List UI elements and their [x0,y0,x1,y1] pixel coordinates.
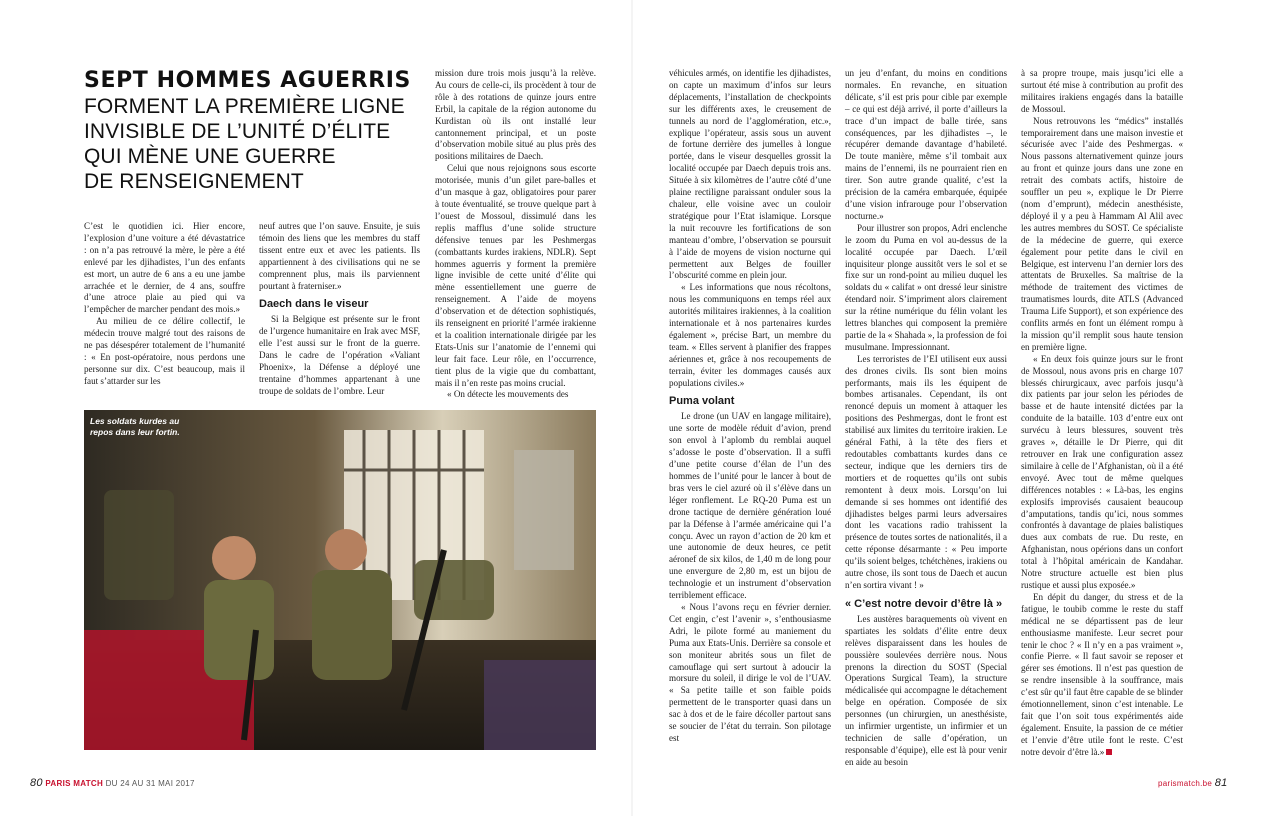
photo-caption: Les soldats kurdes au repos dans leur fortin. [90,416,180,437]
paragraph: « En deux fois quinze jours sur le front de Mossoul, nous avons pris en charge 107 blessés chirurgicaux, avec parfois jusqu’à dix patients par jour selon les périodes de basse et de haute intensité dictées par la conduite de la bataille. 103 d’entre eux ont survécu à leurs blessures, souvent très graves », détaille le Dr Pierre, qui dit retrouver en Irak une configuration assez similaire à celle de l’Afghanistan, où il a été envoyé. Avec tout de même quelques différences notables : « Là-bas, les engins explosifs improvisés causaient beaucoup d’amputations, tandis qu’ici, nous sommes confrontés à davantage de plaies balistiques dues aux combats de rue. Du reste, en Afghanistan, nous opérions dans un confort total à l’hôpital américain de Kandahar. Notre structure actuelle est bien plus rustique et aussi plus exposée.» [1021,353,1183,590]
subheading-puma-volant: Puma volant [669,395,735,408]
page-number-right: 81 [1214,777,1228,789]
text-column-4 [669,68,831,745]
paragraph: à sa propre troupe, mais jusqu’ici elle a surtout été mise à contribution au profit des militaires irakiens engagés dans la bataille de Mossoul. [1021,68,1183,114]
paragraph: Les austères baraquements où vivent en spartiates les soldats d’élite entre deux relèves disparaissent dans les houles de poussière soulevées derrière nous. Nous prenons la direction du SOST (Special Operations Surgical Team), la structure médicalisée qui accompagne le détachement belge en opération. Composée de six personnes (un chirurgien, un anesthésiste, un infirmier urgentiste, un infirmier et un technicien de salle d’opération, un responsable d’équipe), elle est là pour venir en aide au besoin [845,613,1007,767]
text-column-5 [845,68,1007,769]
right-page [632,0,1264,816]
headline-line-4: QUI MÈNE UNE GUERRE [84,145,336,168]
website[interactable]: parismatch.be [1158,779,1213,788]
headline-line-5: DE RENSEIGNEMENT [84,170,304,193]
paragraph: Celui que nous rejoignons sous escorte motorisée, munis d’un gilet pare-balles et d’un masque à gaz, obligatoires pour parer à toute éventualité, se trouve quelque part à l’ouest de Mossoul, dissimulé dans les replis mafflus d’une solide structure défensive tenues par les Peshmergas (combattants kurdes irakiens, NDLR). Sept hommes aguerris y forment la première ligne invisible de cette unité d’élite qui mène essentiellement une guerre de renseignement. A l’aide de moyens d’observation et de détection sophistiqués, ils renseignent en priorité l’armée irakienne et la coalition internationale dirigée par les Etats-Unis sur l’anatomie de l’ennemi qui leur fait face. Leur rôle, en l’occurrence, tient plus de la vigie que du combattant, mais il n’en reste pas moins crucial. [435,163,596,388]
paragraph: « Nous l’avons reçu en février dernier. Cet engin, c’est l’avenir », s’enthousiasme Adri, le pilote formé au maniement du Puma aux Etats-Unis. Derrière sa console et son moniteur abrités sous un filet de camouflage qui sert surtout à adoucir la morsure du soleil, il dirige le vol de l’UAV. « Sa petite taille et son faible poids permettent de le transporter quasi dans un sac à dos et de le faire décoller partout sans se soucier de l’état du terrain. Son pilotage est [669,601,831,743]
end-mark-icon [1106,749,1112,755]
text-column-6 [1021,68,1183,759]
paragraph: Pour illustrer son propos, Adri enclenche le zoom du Puma en vol au-dessus de la localité occupée par Daech. L’œil inquisiteur plonge aussitôt vers le sol et se fixe sur un rond-point au milieu duquel les soldats du « califat » ont dressé leur sinistre étendard noir. S’impriment alors clairement sur la rétine numérique du félin volant les lettres blanches qui composent la première partie de la « Shahada », la profession de foi musulmane. Impressionnant. [845,222,1007,352]
subheading-devoir: « C’est notre devoir d’être là » [845,597,1003,610]
paragraph [1021,592,1183,759]
paragraph: un jeu d’enfant, du moins en conditions normales. En revanche, en situation délicate, s’il est pris pour cible par exemple – ce qui est déjà arrivé, il porte d’ailleurs la trace d’un impact de balle tirée, sans conséquences, par les djihadistes –, le récupérer demande davantage d’habileté. De toute manière, même s’il tombait aux mains de l’ennemi, ils ne pourraient rien en tirer. Son autre grande qualité, c’est la précision de la caméra embarquée, équipée d’une vision infrarouge pour l’observation nocturne.» [845,68,1007,221]
text-column-1 [84,221,245,388]
headline-line-2: FORMENT LA PREMIÈRE LIGNE [84,95,405,118]
magazine-brand: PARIS MATCH [45,779,104,788]
closing-paragraph-text: En dépit du danger, du stress et de la fatigue, le toubib comme le reste du staff médical ne se départissent pas de leur enthousiasme manifeste. Leur secret pour tenir le choc ? « Il n’y en a pas vraiment », confie Pierre. « Il faut savoir se reposer et gérer ses émotions. Il n’est pas question de se rendre insensible à la souffrance, mais c’est sûr qu’il faut être capable de se blinder émotionnellement, sinon c’est intenable. Le fait que l’on soit tous expérimentés aide également. Ensuite, la passion de ce métier et l’envie d’être utile font le reste. C’est notre devoir d’être là.» [1021,591,1183,757]
photo-illustration [84,410,596,750]
headline-line-1: SEPT HOMMES AGUERRIS [84,68,411,93]
paragraph: « On détecte les mouvements des [447,389,569,400]
paragraph: Nous retrouvons les “médics” installés temporairement dans une maison investie et sécurisée avec l’aide des Peshmergas. « Nous passons alternativement quinze jours au front et quinze jours dans une zone en retrait des combats actifs, histoire de souffler un peu », explique le Dr Pierre (nom d’emprunt), médecin anesthésiste, déployé il y a peu à Hammam Al Alil avec les autres membres du SOST. Ce spécialiste de la médecine de guerre, qui exerce également pour petite dans le civil en Belgique, est intervenu l’an dernier lors des attentats de Bruxelles. Sa maîtrise de la méthode de traitement des victimes de traumatismes lourds, dite ATLS (Advanced Trauma Life Support), et son expérience des conflits armés en font un élément rompu à la mission qu’il remplit sous haute tension en première ligne. [1021,115,1183,352]
paragraph: Le drone (un UAV en langage militaire), une sorte de modèle réduit d’avion, prend son envol à l’aplomb du remblai auquel s’adosse le poste d’observation. Il a suffi d’une petite course d’élan de l’un des hommes de l’unité pour le lancer à bout de bras vers le ciel azuré où il s’élève dans un léger ronflement. Le RQ-20 Puma est un drone tactique de dernière génération loué par la Défense à l’armée américaine qui l’a conçu. Avec un rayon d’action de 20 km et une autonomie de deux heures, ce petit aéronef de six kilos, de 1,40 m de long pour une envergure de 2,80 m, est un bijou de technologie et un instrument d’observation terriblement efficace. [669,411,831,601]
page-number-left: 80 [30,777,43,789]
paragraph: neuf autres que l’on sauve. Ensuite, je suis témoin des liens que les membres du staff tissent entre eux et avec les patients. Ils appartiennent à des civilisations qui ne se comprennent plus, mais ils parviennent pourtant à fraterniser.» [259,221,420,291]
text-column-2 [259,221,420,398]
paragraph: véhicules armés, on identifie les djihadistes, on capte un maximum d’infos sur leurs déplacements, l’installation de checkpoints sur les différents axes, le creusement de tunnels au nord de l’agglomération, etc.», explique l’opérateur, assis sous un auvent de fortune derrière des jumelles à longue portée, dans le viseur desquelles grossit la localité occupée par Daech depuis trois ans. Située à six kilomètres de l’autre côté d’une plaine rectiligne paraissant onduler sous la chaleur, elle voisine avec un couloir stratégique pour l’Etat islamique. Lorsque la nuit recouvre les fortifications de son manteau d’ombre, l’observation se poursuit à l’aide de moyens de vision nocturne qui permettent aux Belges de fouiller l’obscurité comme en plein jour. [669,68,831,281]
paragraph: Si la Belgique est présente sur le front de l’urgence humanitaire en Irak avec MSF, elle l’est aussi sur le front de la guerre. Dans le cadre de l’opération «Valiant Phoenix», la Défense a déployé une trentaine d’hommes appartenant à une troupe de soldats de l’ombre. Leur [259,314,420,396]
subheading-daech: Daech dans le viseur [259,298,369,311]
article-headline [84,68,424,194]
headline-line-3: INVISIBLE DE L’UNITÉ D’ÉLITE [84,120,391,143]
issue-date: DU 24 AU 31 MAI 2017 [105,779,195,788]
soldiers-photo [84,410,596,750]
paragraph: Les terroristes de l’EI utilisent eux aussi des drones civils. Ils sont bien moins performants, mais ils les équipent de bombes artisanales. Cependant, ils ont renoncé depuis un moment à attaquer les positions des Peshmergas, dont le front est stabilisé aux limites du territoire irakien. Le général Fathi, à la tête des fiers et redoutables combattants kurdes dans ce secteur, indique que les derniers tirs de mortiers et de roquettes qu’ils ont subis remontent à deux mois. Lorsqu’on lui demande si ses hommes ont identifié des djihadistes belges parmi leurs adversaires dont les vacations radio trahissent la présence de toutes sortes de nationalités, il a cette réponse désarmante : « Peu importe qu’ils soient belges, tchétchènes, irakiens ou autre chose, ils sont tous de Daech et aucun n’en sortira vivant ! » [845,353,1007,590]
paragraph: C’est le quotidien ici. Hier encore, l’explosion d’une voiture a été dévastatrice : on n’a pas retrouvé la mère, le père a été enlevé par les djihadistes, l’un des enfants est mort, un autre de 6 ans a eu une jambe arrachée et le dernier, de 4 ans, souffre d’une atroce plaie au pied qui va l’empêcher de marcher pendant des mois.» [84,221,245,315]
paragraph: Au milieu de ce délire collectif, le médecin trouve malgré tout des raisons de ne pas désespérer totalement de l’humanité : « En post-opératoire, nous perdons une personne sur dix. C’est beaucoup, mais il faut s’attarder sur les [84,316,245,386]
paragraph: mission dure trois mois jusqu’à la relève. Au cours de celle-ci, ils procèdent à tour de rôle à des rotations de quinze jours entre Erbil, la capitale de la région autonome du Kurdistan où ils ont installé leur cantonnement principal, et un poste d’observation mobile situé au plus près des positions militaires de Daech. [435,68,596,162]
text-column-3 [435,68,596,401]
right-footer [1158,777,1228,789]
left-footer [30,777,195,789]
paragraph: « Les informations que nous récoltons, nous les communiquons en temps réel aux autorités militaires irakiennes, à la coalition internationale et à nos partenaires kurdes également », précise Bart, un membre du team. « Elles servent à planifier des frappes aériennes et, grâce à nos recoupements de terrain, éviter les dommages causés aux populations civiles.» [669,282,831,388]
